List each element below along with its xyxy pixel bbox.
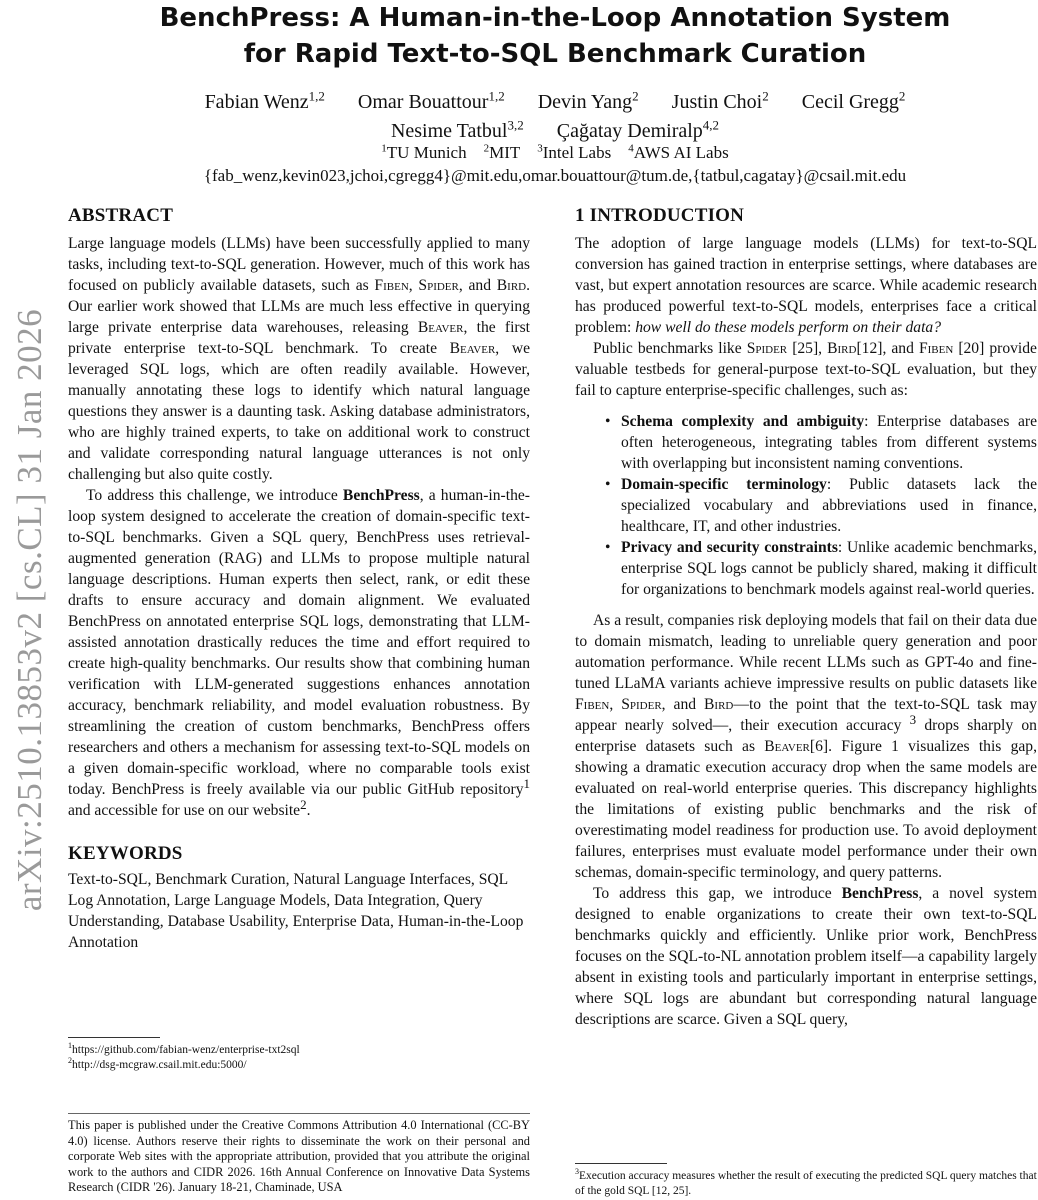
footnote-rule — [575, 1163, 667, 1164]
author-list — [70, 88, 1038, 146]
arxiv-stamp[interactable]: arXiv:2510.13853v2 [cs.CL] 31 Jan 2026 — [10, 308, 49, 912]
affiliations — [70, 142, 1038, 164]
paper-title — [70, 0, 1038, 72]
list-item: • Privacy and security constraints: Unlike academic benchmarks, enterprise SQL logs cannot be publicly shared, making it difficult for organizations to benchmark models against real-world queries. — [621, 537, 1037, 600]
author: Cecil Gregg$^2$ — [801, 88, 906, 113]
title-line-2: for Rapid Text-to-SQL Benchmark Curation — [243, 39, 867, 69]
author: Çağatay Demiralp$^{4,2}$ — [556, 117, 720, 142]
right-column — [575, 203, 1037, 1030]
intro-paragraph-3: As a result, companies risk deploying models that fail on their data due to domain mismatch, leading to unreliable query generation and poor automation performance. While recent LLMs such as GPT-4o and fine-tuned LLaMA variants achieve impressive results on public datasets like Fiben, Spider, and Bird—to the point that the text-to-SQL task may appear nearly solved—, their execution accuracy $^3$ drops sharply on enterprise datasets such as Beaver[6]. Figure 1 visualizes this gap, showing a dramatic execution accuracy drop when the same models are evaluated on real-world enterprise queries. This discrepancy highlights the limitations of existing public benchmarks and the risk of overestimating model readiness for production use. To avoid deployment failures, enterprises must evaluate model performance under their own schemas, domain-specific terminology, and query patterns. — [575, 612, 1038, 881]
affiliation: $^2$MIT — [483, 142, 521, 162]
license-rule — [68, 1113, 530, 1114]
author: Nesime Tatbul$^{3,2}$ — [390, 117, 524, 142]
list-item: • Domain-specific terminology: Public datasets lack the specialized vocabulary and abbreviations used in finance, healthcare, IT, and other industries. — [621, 474, 1037, 537]
left-column — [68, 203, 530, 953]
introduction-heading: 1 INTRODUCTION — [575, 205, 745, 226]
intro-paragraph-4: To address this gap, we introduce BenchPress, a novel system designed to enable organizations to create their own text-to-SQL benchmarks quickly and efficiently. Unlike prior work, BenchPress focuses on the SQL-to-NL annotation problem itself—a capability largely absent in existing tools and particularly important in enterprise settings, where SQL logs are abundant but corresponding natural language descriptions are scarce. Given a SQL query, — [575, 885, 1037, 1028]
author-emails[interactable]: {fab_wenz,kevin023,jchoi,cgregg4}@mit.edu,omar.bouattour@tum.de,{tatbul,cagatay}@csail.mit.edu — [203, 166, 907, 185]
list-item: • Schema complexity and ambiguity: Enterprise databases are often heterogeneous, integrating tables from different systems with overlapping but inconsistent naming conventions. — [621, 411, 1037, 474]
footnote-rule — [68, 1037, 160, 1038]
intro-paragraph-2: Public benchmarks like Spider [25], Bird[12], and Fiben [20] provide valuable testbeds for general-purpose text-to-SQL evaluation, but they fail to capture enterprise-specific challenges, such as: — [575, 340, 1037, 399]
keywords-heading: KEYWORDS — [68, 843, 183, 864]
abstract-paragraph-2: To address this challenge, we introduce BenchPress, a human-in-the-loop system designed to accelerate the creation of domain-specific text-to-SQL benchmarks. Given a SQL query, BenchPress uses retrieval-augmented generation (RAG) and LLMs to propose multiple natural language descriptions. Human experts then select, rank, or edit these drafts to ensure accuracy and domain alignment. We evaluated BenchPress on annotated enterprise SQL logs, demonstrating that LLM-assisted annotation drastically reduces the time and effort required to create high-quality benchmarks. Our results show that combining human verification with LLM-generated suggestions enhances annotation accuracy, benchmark reliability, and model evaluation robustness. By streamlining the creation of custom benchmarks, BenchPress offers researchers and others a mechanism for assessing text-to-SQL models on a given domain-specific workload, where no comparable tools exist today. BenchPress is freely available via our public GitHub repository$^1$ and accessible for use on our website$^2$. — [68, 487, 530, 819]
author: Justin Choi$^2$ — [671, 88, 769, 113]
author: Devin Yang$^2$ — [537, 88, 639, 113]
footnote-3: $^3$Execution accuracy measures whether the result of executing the predicted SQL query matches that of the gold SQL [12, 25]. — [575, 1167, 1037, 1197]
footnote-2[interactable]: $^2$http://dsg-mcgraw.csail.mit.edu:5000/ — [68, 1056, 247, 1071]
abstract-heading: ABSTRACT — [68, 205, 174, 226]
author: Omar Bouattour$^{1,2}$ — [357, 88, 505, 113]
abstract-paragraph-1: Large language models (LLMs) have been successfully applied to many tasks, including text-to-SQL generation. However, much of this work has focused on publicly available datasets, such as Fiben, Spider, and Bird. Our earlier work showed that LLMs are much less effective in querying large private enterprise data warehouses, releasing Beaver, the first private enterprise text-to-SQL benchmark. To create Beaver, we leveraged SQL logs, which are often readily available. However, manually annotating these logs to identify which natural language questions they answer is a daunting task. Asking database administrators, who are highly trained experts, to take on additional work to construct and validate corresponding natural language utterances is not only challenging but also quite costly. — [68, 235, 531, 483]
author: Fabian Wenz$^{1,2}$ — [204, 88, 325, 113]
license-notice: This paper is published under the Creative Commons Attribution 4.0 International (CC-BY 4.0) license. Authors reserve their rights to disseminate the work on their personal and corporate Web sites with the appropriate attribution, provided that you attribute the original work to the authors and CIDR 2026. 16th Annual Conference on Innovative Data Systems Research (CIDR '26). January 18-21, Chaminade, USA — [68, 1118, 530, 1194]
affiliation: $^3$Intel Labs — [537, 142, 612, 162]
intro-paragraph-1: The adoption of large language models (LLMs) for text-to-SQL conversion has gained traction in enterprise settings, where databases are vast, but expert annotation resources are scarce. While academic research has produced powerful text-to-SQL models, enterprises face a critical problem: how well do these models perform on their data? — [575, 235, 1037, 336]
affiliation: $^1$TU Munich — [381, 142, 467, 162]
footnote-1[interactable]: $^1$https://github.com/fabian-wenz/enterprise-txt2sql — [68, 1041, 300, 1056]
keywords-text: Text-to-SQL, Benchmark Curation, Natural Language Interfaces, SQL Log Annotation, Large Language Models, Data Integration, Query Understanding, Database Usability, Enterprise Data, Human-in-the-Loop Annotation — [68, 871, 524, 951]
title-line-1: BenchPress: A Human-in-the-Loop Annotation System — [159, 3, 951, 33]
challenge-list — [575, 411, 1037, 600]
affiliation: $^4$AWS AI Labs — [628, 142, 729, 162]
